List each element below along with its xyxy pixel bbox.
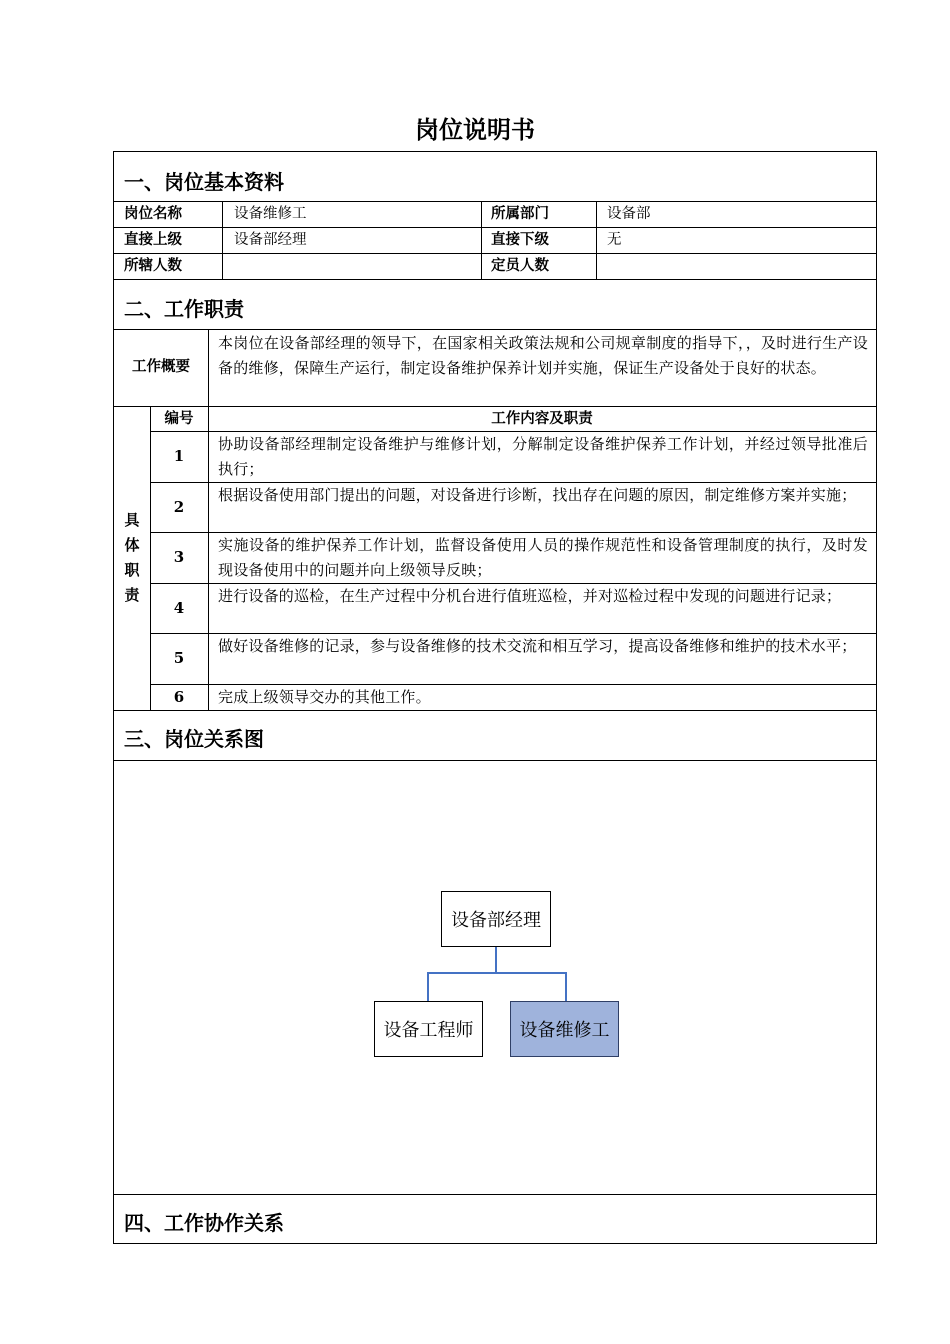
specific-duties-char: 职 bbox=[124, 561, 140, 579]
content-header: 工作内容及职责 bbox=[491, 411, 593, 427]
specific-duties-label bbox=[124, 508, 140, 608]
department-value: 设备部 bbox=[607, 206, 651, 222]
divider bbox=[114, 279, 876, 280]
direct-superior-value: 设备部经理 bbox=[234, 232, 307, 248]
job-description-table bbox=[113, 151, 877, 1244]
duty-number: 2 bbox=[173, 498, 185, 516]
duty-text: 根据设备使用部门提出的问题，对设备进行诊断，找出存在问题的原因，制定维修方案并实施； bbox=[218, 486, 857, 504]
duty-number: 6 bbox=[173, 688, 185, 706]
org-connector bbox=[427, 972, 429, 1001]
org-connector bbox=[427, 972, 567, 974]
duty-text: 进行设备的巡检，在生产过程中分机台进行值班巡检，并对巡检过程中发现的问题进行记录； bbox=[218, 587, 842, 605]
page-title: 岗位说明书 bbox=[415, 116, 535, 144]
position-name-value: 设备维修工 bbox=[234, 206, 307, 222]
department-label: 所属部门 bbox=[491, 206, 549, 222]
duty-number: 1 bbox=[173, 447, 185, 465]
specific-duties-char: 责 bbox=[124, 586, 140, 604]
section-basic-heading: 一、岗位基本资料 bbox=[124, 170, 284, 194]
divider bbox=[114, 710, 876, 711]
specific-duties-char: 体 bbox=[124, 536, 140, 554]
org-node-manager: 设备部经理 bbox=[441, 891, 551, 947]
duty-text: 做好设备维修的记录，参与设备维修的技术交流和相互学习，提高设备维修和维护的技术水平； bbox=[218, 637, 857, 655]
overview-label: 工作概要 bbox=[132, 359, 190, 375]
direct-superior-label: 直接上级 bbox=[124, 232, 182, 248]
direct-subordinate-label: 直接下级 bbox=[491, 232, 549, 248]
divider bbox=[114, 329, 876, 330]
section-duties-heading: 二、工作职责 bbox=[124, 297, 244, 321]
section-cooperation-heading: 四、工作协作关系 bbox=[124, 1211, 284, 1235]
duty-number: 5 bbox=[173, 649, 185, 667]
staffing-count-label: 定员人数 bbox=[491, 258, 549, 274]
org-connector bbox=[565, 972, 567, 1001]
duty-text: 完成上级领导交办的其他工作。 bbox=[218, 688, 431, 706]
duty-text: 协助设备部经理制定设备维护与维修计划，分解制定设备维护保养工作计划，并经过领导批准后执行； bbox=[218, 435, 868, 478]
specific-duties-char: 具 bbox=[124, 511, 140, 529]
divider bbox=[481, 201, 482, 279]
org-connector bbox=[495, 947, 497, 973]
position-name-label: 岗位名称 bbox=[124, 206, 182, 222]
divider bbox=[114, 760, 876, 761]
direct-subordinate-value: 无 bbox=[607, 232, 622, 248]
divider bbox=[208, 329, 209, 406]
org-node-engineer: 设备工程师 bbox=[374, 1001, 483, 1057]
org-node-maintenance-worker: 设备维修工 bbox=[510, 1001, 619, 1057]
overview-text: 本岗位在设备部经理的领导下，在国家相关政策法规和公司规章制度的指导下，，及时进行生产设备的维修，保障生产运行，制定设备维护保养计划并实施，保证生产设备处于良好的状态。 bbox=[218, 334, 868, 377]
divider bbox=[208, 406, 209, 710]
section-relation-heading: 三、岗位关系图 bbox=[124, 727, 264, 751]
duty-number: 3 bbox=[173, 548, 185, 566]
divider bbox=[114, 1194, 876, 1195]
divider bbox=[222, 201, 223, 279]
duty-text: 实施设备的维护保养工作计划，监督设备使用人员的操作规范性和设备管理制度的执行，及时发现设备使用中的问题并向上级领导反映； bbox=[218, 536, 868, 579]
divider bbox=[596, 201, 597, 279]
number-header: 编号 bbox=[164, 411, 194, 427]
duty-number: 4 bbox=[173, 599, 185, 617]
managed-count-label: 所辖人数 bbox=[124, 258, 182, 274]
